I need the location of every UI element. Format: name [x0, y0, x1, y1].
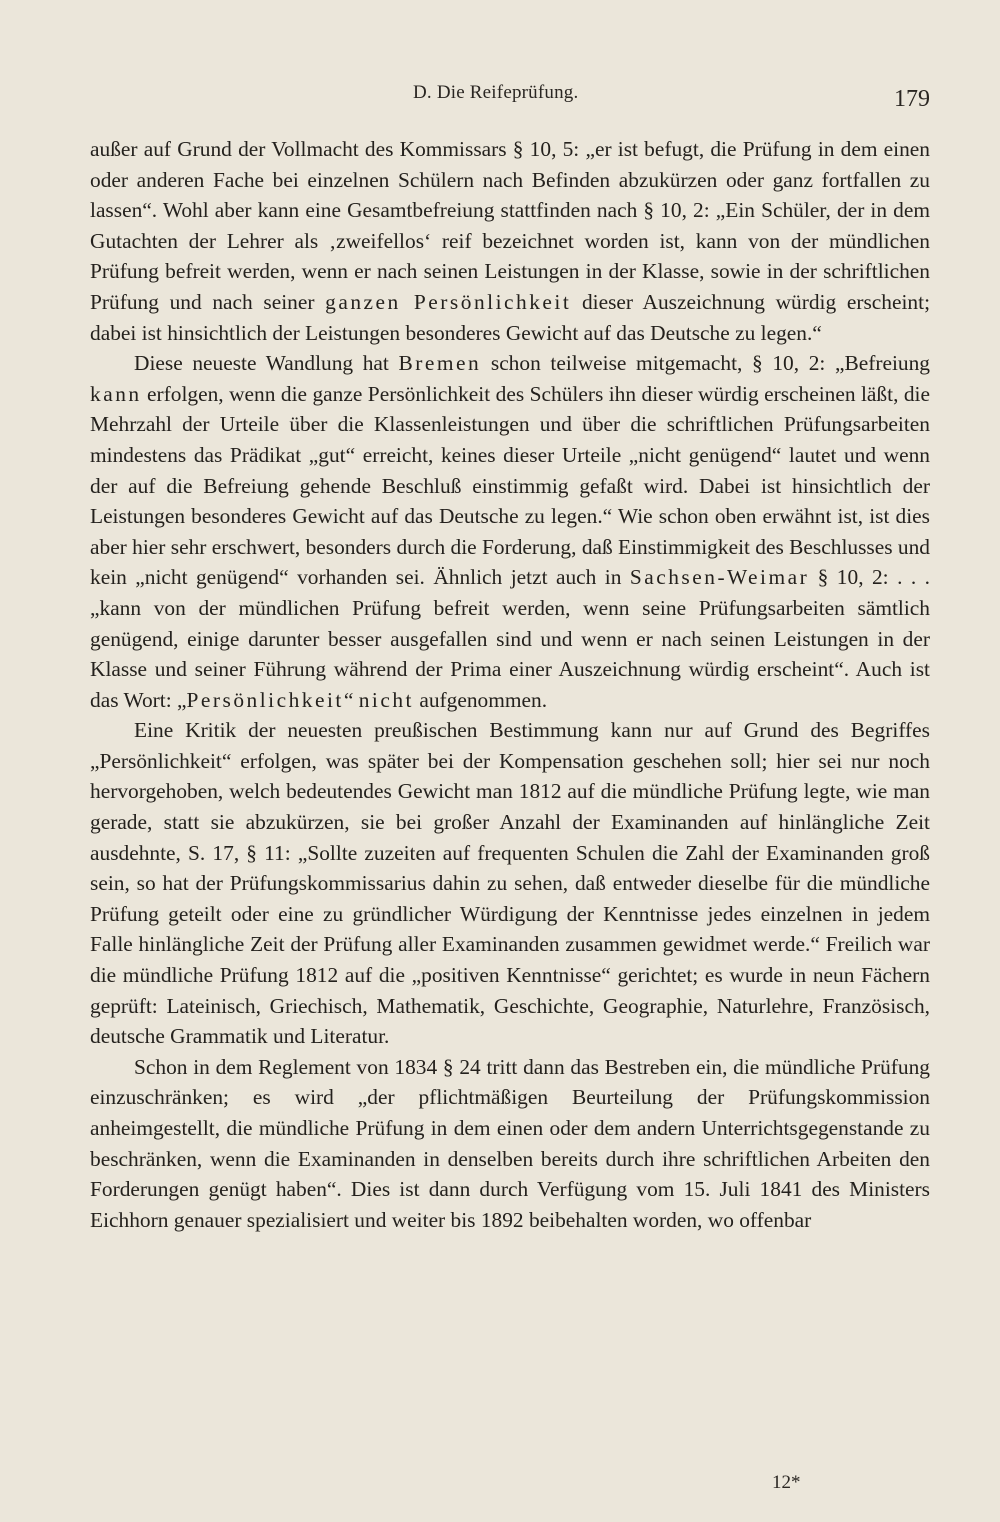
- text-run: schon teilweise mitgemacht, § 10, 2: „Befreiung: [481, 351, 931, 376]
- paragraph-1: [90, 134, 930, 348]
- paragraph-4: [90, 1052, 930, 1236]
- text-run: erfolgen, wenn die ganze Persönlichkeit des Schülers ihn dieser würdig erscheinen läßt, die Mehrzahl der Urteile über die Klassenleistungen und über die schriftlichen Prüfungsarbeiten mindestens das Prädikat „gut“ erreicht, keines dieser Urteile „nicht genügend“ lautet und wenn der auf die Befreiung gehende Beschluß einstimmig gefaßt wird. Dabei ist hinsichtlich der Leistungen besonderes Gewicht auf das Deutsche zu legen.“ Wie schon oben erwähnt ist, ist dies aber hier sehr erschwert, besonders durch die Forderung, daß Einstimmigkeit des Beschlusses und kein „nicht genügend“ vorhanden sei. Ähnlich jetzt auch in: [90, 381, 930, 590]
- text-run: außer auf Grund der Vollmacht des Kommissars § 10, 5: „er ist befugt, die Prüfung in dem einen oder anderen Fache bei einzelnen Schülern nach Befinden abzukürzen oder ganz fortfallen zu lassen“. Wohl aber kann eine Gesamtbefreiung stattfinden nach § 10, 2: „Ein Schüler, der in dem Gutachten der Lehrer als ‚zweifellos‘ reif bezeichnet worden ist, kann von der mündlichen Prüfung befreit werden, wenn er nach seinen Leistungen in der Klasse, sowie in der schriftlichen Prüfung und nach seiner: [90, 137, 930, 314]
- text-run: § 10, 2: . . . „kann von der mündlichen Prüfung befreit werden, wenn seine Prüfungsarbeiten sämtlich genügend, einige darunter besser ausgefallen sind und wenn er nach seinen Leistungen in der Klasse und seiner Führung während der Prima einer Auszeichnung würdig erscheint“. Auch ist das Wort: „: [90, 565, 930, 712]
- paragraph-3: [90, 715, 930, 1052]
- text-run: dieser Auszeichnung würdig erscheint; dabei ist hinsichtlich der Leistungen besonderes Gewicht auf das Deutsche zu legen.“: [90, 289, 931, 345]
- spaced-emphasis: nicht: [358, 687, 415, 712]
- text-run: Schon in dem Reglement von 1834 § 24 tritt dann das Bestreben ein, die mündliche Prüfung einzuschränken; es wird „der pflichtmäßigen Beurteilung der Prüfungskommission anheimgestellt, die mündliche Prüfung in dem einen oder dem andern Unterrichtsgegenstande zu beschränken, wenn die Examinanden in denselben bereits durch ihre schriftlichen Arbeiten den Forderungen genügt haben“. Dies ist dann durch Verfügung vom 15. Juli 1841 des Ministers Eichhorn genauer spezialisiert und weiter bis 1892 beibehalten worden, wo offenbar: [90, 1054, 930, 1232]
- spaced-emphasis: ganzen Persönlichkeit: [325, 289, 572, 314]
- text-run: Diese neueste Wandlung hat: [134, 351, 399, 376]
- body-text: [90, 134, 930, 1235]
- spaced-emphasis: kann: [90, 381, 142, 406]
- running-head: [90, 78, 930, 118]
- running-title: D. Die Reifeprüfung.: [413, 82, 579, 103]
- spaced-emphasis: Persönlichkeit: [186, 687, 344, 712]
- page-number: 179: [894, 86, 930, 112]
- spaced-emphasis: Bremen: [398, 351, 482, 376]
- text-run: “: [343, 687, 359, 712]
- spaced-emphasis: Sachsen-Weimar: [629, 565, 810, 590]
- signature-mark: 12*: [772, 1472, 801, 1493]
- text-run: Eine Kritik der neuesten preußischen Bestimmung kann nur auf Grund des Begriffes „Persönlichkeit“ erfolgen, was später bei der Kompensation geschehen soll; hier sei nur noch hervorgehoben, welch bedeutendes Gewicht man 1812 auf die mündliche Prüfung legte, wie man gerade, statt sie abzukürzen, sie bei großer Anzahl der Examinanden auf hinlängliche Zeit ausdehnte, S. 17, § 11: „Sollte zuzeiten auf frequenten Schulen die Zahl der Examinanden groß sein, so hat der Prüfungskommissarius dahin zu sehen, daß entweder dieselbe für die mündliche Prüfung geteilt oder eine zu gründlicher Würdigung der Kenntnisse jedes einzelnen in jedem Falle hinlängliche Zeit der Prüfung aller Examinanden zusammen gewidmet werde.“ Freilich war die mündliche Prüfung 1812 auf die „positiven Kenntnisse“ gerichtet; es wurde in neun Fächern geprüft: Lateinisch, Griechisch, Mathematik, Geschichte, Geographie, Naturlehre, Französisch, deutsche Grammatik und Literatur.: [90, 718, 930, 1049]
- text-run: aufgenommen.: [414, 687, 548, 712]
- paragraph-2: [90, 348, 930, 715]
